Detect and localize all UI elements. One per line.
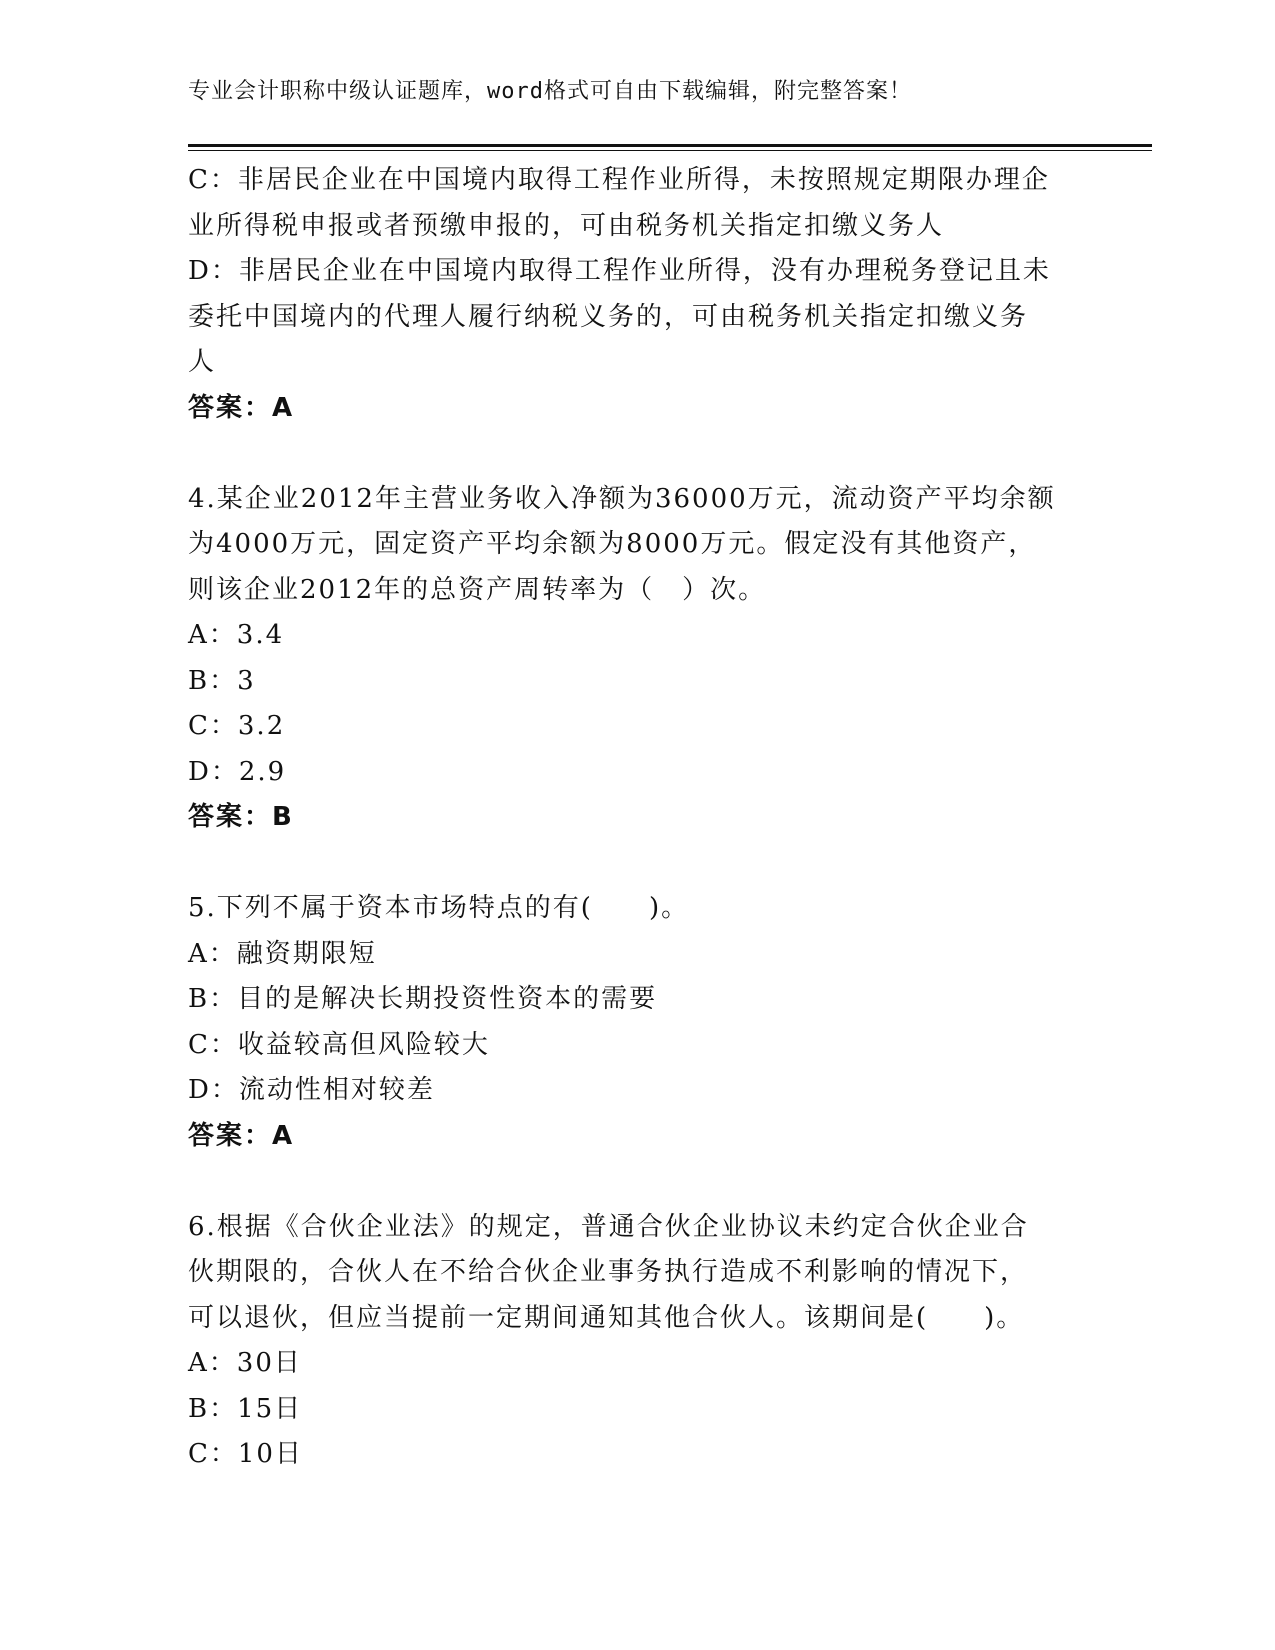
question-stem-line: 5.下列不属于资本市场特点的有( )。 [188, 893, 690, 923]
question-stem-line: 可以退伙，但应当提前一定期间通知其他合伙人。该期间是( )。 [188, 1302, 1025, 1333]
answer-q5: 答案：A [188, 1120, 295, 1151]
question-stem-line: 伙期限的，合伙人在不给合伙企业事务执行造成不利影响的情况下， [188, 1257, 1029, 1287]
option-line: D：非居民企业在中国境内取得工程作业所得，没有办理税务登记且未 [188, 256, 1051, 286]
question-3-tail [188, 158, 1088, 431]
option-a: A：30日 [188, 1348, 302, 1378]
question-content [188, 158, 1088, 1478]
question-stem-line: 4.某企业2012年主营业务收入净额为36000万元，流动资产平均余额 [188, 483, 1056, 514]
spacer [188, 841, 1088, 887]
option-c: C：收益较高但风险较大 [188, 1029, 490, 1060]
option-a: A：融资期限短 [188, 938, 377, 969]
option-b: B：3 [188, 665, 256, 696]
option-c: C：10日 [188, 1439, 303, 1469]
option-line: 业所得税申报或者预缴申报的，可由税务机关指定扣缴义务人 [188, 210, 945, 241]
spacer [188, 1159, 1088, 1205]
option-a: A：3.4 [188, 620, 285, 650]
question-5 [188, 886, 1088, 1159]
header-rule-thin [188, 150, 1152, 151]
option-c: C：3.2 [188, 711, 286, 741]
option-b: B：15日 [188, 1393, 303, 1424]
question-stem-line: 则该企业2012年的总资产周转率为（ ）次。 [188, 574, 767, 605]
answer-q4: 答案：B [188, 802, 294, 832]
question-stem-line: 6.根据《合伙企业法》的规定，普通合伙企业协议未约定合伙企业合 [188, 1211, 1029, 1242]
option-b: B：目的是解决长期投资性资本的需要 [188, 984, 658, 1014]
page-header: 专业会计职称中级认证题库，word格式可自由下载编辑，附完整答案！ [188, 79, 912, 104]
spacer [188, 431, 1088, 477]
option-d: D：2.9 [188, 756, 287, 787]
option-line: 委托中国境内的代理人履行纳税义务的，可由税务机关指定扣缴义务 [188, 301, 1029, 332]
question-6 [188, 1205, 1088, 1478]
option-d: D：流动性相对较差 [188, 1075, 435, 1105]
option-line: 人 [188, 347, 217, 377]
option-line: C：非居民企业在中国境内取得工程作业所得，未按照规定期限办理企 [188, 165, 1050, 195]
question-stem-line: 为4000万元，固定资产平均余额为8000万元。假定没有其他资产， [188, 529, 1037, 559]
header-rule-thick [188, 144, 1152, 147]
answer-q3: 答案：A [188, 392, 295, 423]
question-4 [188, 477, 1088, 841]
